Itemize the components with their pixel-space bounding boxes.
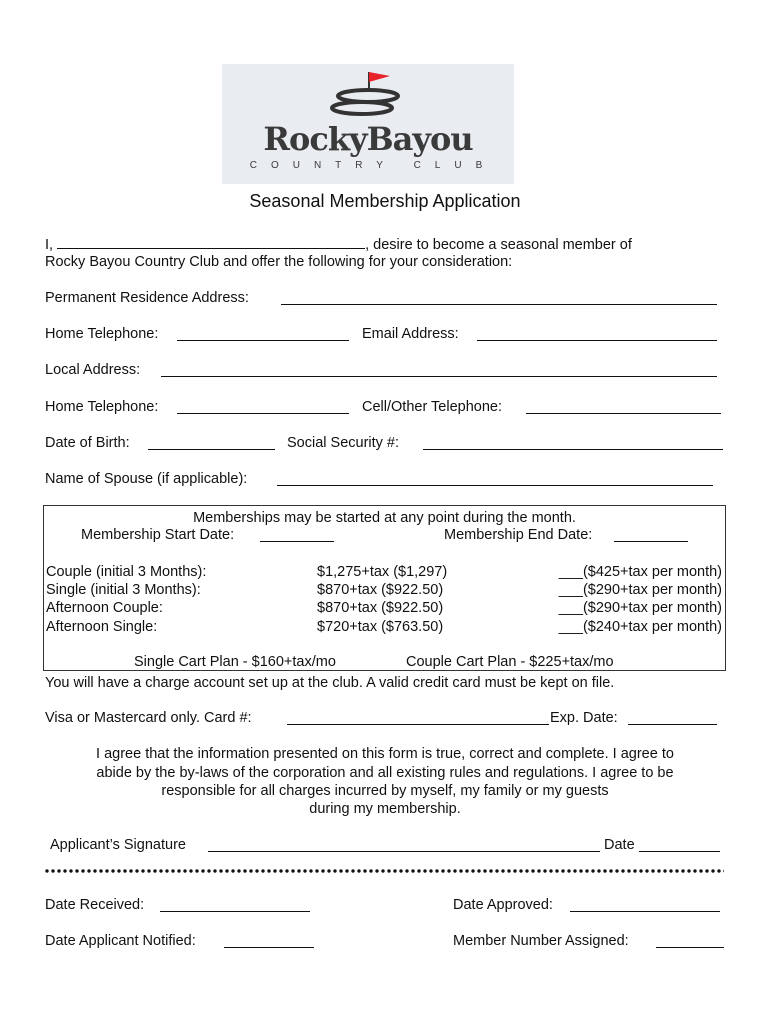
membership-end-field[interactable] bbox=[614, 540, 688, 542]
membership-end-label: Membership End Date: bbox=[444, 527, 593, 543]
signature-label: Applicant’s Signature bbox=[50, 837, 186, 853]
date-received-label: Date Received: bbox=[45, 897, 145, 913]
exp-date-label: Exp. Date: bbox=[550, 710, 618, 726]
date-approved-label: Date Approved: bbox=[453, 897, 553, 913]
date-notified-field[interactable] bbox=[224, 946, 314, 948]
agreement-line: during my membership. bbox=[309, 801, 461, 817]
home-telephone-label: Home Telephone: bbox=[45, 326, 159, 342]
charge-note: You will have a charge account set up at the club. A valid credit card must be kept on file. bbox=[45, 675, 615, 691]
signature-field[interactable] bbox=[208, 850, 600, 852]
rate-name: Afternoon Single: bbox=[46, 619, 158, 635]
rate-monthly-option[interactable]: ___($290+tax per month) bbox=[558, 600, 722, 616]
permanent-address-field[interactable] bbox=[281, 303, 717, 305]
rate-price: $1,275+tax ($1,297) bbox=[317, 564, 448, 580]
dob-field[interactable] bbox=[148, 448, 275, 450]
agreement-line: abide by the by-laws of the corporation and all existing rules and regulations. I agree to be bbox=[96, 765, 674, 781]
date-received-field[interactable] bbox=[160, 910, 310, 912]
card-number-field[interactable] bbox=[287, 723, 549, 725]
office-use-divider bbox=[44, 868, 724, 874]
rate-price: $720+tax ($763.50) bbox=[317, 619, 444, 635]
rate-name: Afternoon Couple: bbox=[46, 600, 163, 616]
dob-label: Date of Birth: bbox=[45, 435, 130, 451]
member-number-field[interactable] bbox=[656, 946, 724, 948]
email-field[interactable] bbox=[477, 339, 717, 341]
cell-telephone-field[interactable] bbox=[526, 412, 721, 414]
home-telephone-2-field[interactable] bbox=[177, 412, 349, 414]
rate-monthly-option[interactable]: ___($290+tax per month) bbox=[558, 582, 722, 598]
rate-monthly-option[interactable]: ___($240+tax per month) bbox=[558, 619, 722, 635]
signature-date-field[interactable] bbox=[639, 850, 720, 852]
intro-line-2: Rocky Bayou Country Club and offer the following for your consideration: bbox=[45, 254, 513, 270]
ssn-field[interactable] bbox=[423, 448, 723, 450]
signature-date-label: Date bbox=[604, 837, 635, 853]
membership-start-field[interactable] bbox=[260, 540, 334, 542]
ssn-label: Social Security #: bbox=[287, 435, 400, 451]
membership-start-label: Membership Start Date: bbox=[81, 527, 235, 543]
single-cart-plan: Single Cart Plan - $160+tax/mo bbox=[134, 654, 336, 670]
club-logo bbox=[222, 64, 514, 184]
cell-telephone-label: Cell/Other Telephone: bbox=[362, 399, 502, 415]
intro-suffix: , desire to become a seasonal member of bbox=[365, 237, 632, 253]
date-approved-field[interactable] bbox=[570, 910, 720, 912]
intro-line-1 bbox=[45, 235, 632, 254]
email-label: Email Address: bbox=[362, 326, 459, 342]
card-label: Visa or Mastercard only. Card #: bbox=[45, 710, 252, 726]
member-number-label: Member Number Assigned: bbox=[453, 933, 629, 949]
local-address-field[interactable] bbox=[161, 375, 717, 377]
local-address-label: Local Address: bbox=[45, 362, 141, 378]
applicant-name-field[interactable] bbox=[57, 235, 365, 249]
rate-price: $870+tax ($922.50) bbox=[317, 600, 444, 616]
rate-monthly-option[interactable]: ___($425+tax per month) bbox=[558, 564, 722, 580]
permanent-address-label: Permanent Residence Address: bbox=[45, 290, 249, 306]
membership-note: Memberships may be started at any point during the month. bbox=[193, 510, 576, 526]
home-telephone-2-label: Home Telephone: bbox=[45, 399, 159, 415]
spouse-label: Name of Spouse (if applicable): bbox=[45, 471, 248, 487]
rate-name: Single (initial 3 Months): bbox=[46, 582, 201, 598]
rate-name: Couple (initial 3 Months): bbox=[46, 564, 207, 580]
agreement-line: responsible for all charges incurred by myself, my family or my guests bbox=[161, 783, 609, 799]
logo-name: RockyBayou bbox=[263, 120, 473, 158]
agreement-line: I agree that the information presented on this form is true, correct and complete. I agree to bbox=[96, 746, 674, 762]
date-notified-label: Date Applicant Notified: bbox=[45, 933, 196, 949]
rate-price: $870+tax ($922.50) bbox=[317, 582, 444, 598]
intro-prefix: I, bbox=[45, 237, 54, 253]
spouse-field[interactable] bbox=[277, 484, 713, 486]
logo-subtitle: COUNTRY CLUB bbox=[249, 160, 497, 171]
couple-cart-plan: Couple Cart Plan - $225+tax/mo bbox=[406, 654, 614, 670]
exp-date-field[interactable] bbox=[628, 723, 717, 725]
page-title: Seasonal Membership Application bbox=[249, 191, 521, 211]
home-telephone-field[interactable] bbox=[177, 339, 349, 341]
